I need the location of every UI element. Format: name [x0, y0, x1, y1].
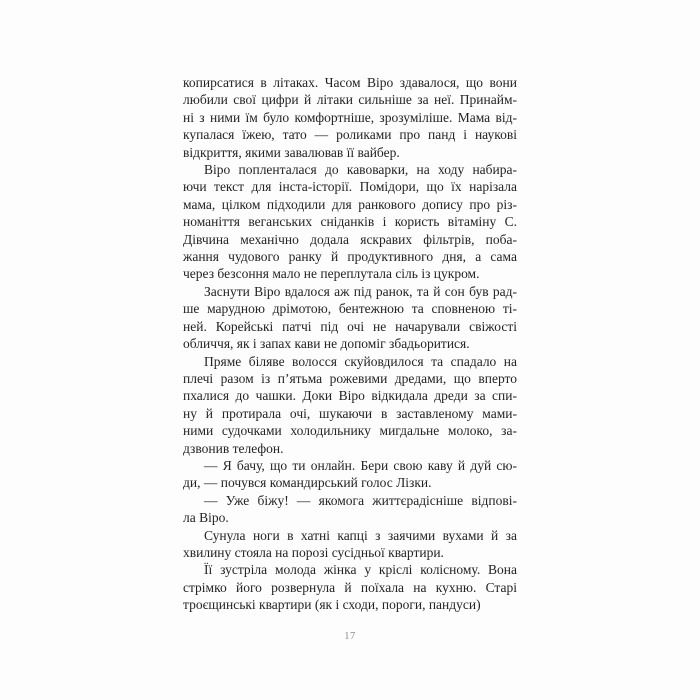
paragraph [183, 527, 517, 562]
text-line: відкриття, якими завалював її вайбер. [183, 144, 400, 160]
text-line: — Я бачу, що ти онлайн. Бери свою каву й дуй сю- [204, 457, 517, 473]
paragraph [183, 561, 517, 613]
text-line: Дівчина механічно додала яскравих фільтрів, поба- [183, 231, 517, 247]
text-line: ючи текст для інста-історії. Помідори, що їх нарізала [183, 179, 517, 195]
text-line: через безсоння мало не переплутала сіль із цукром. [183, 266, 480, 282]
text-line: — Уже біжу! — якомога життєрадісніше відпові- [204, 492, 517, 508]
text-line: ла Віро. [183, 510, 229, 526]
text-line: номаніття веганських сніданків і користь вітаміну С. [183, 214, 517, 230]
text-line: Віро попленталася до кавоварки, на ходу набира- [204, 162, 517, 178]
text-line: купалася їжею, тато — роликами про панд і наукові [183, 127, 517, 143]
text-line: любили свої цифри й літаки сильніше за неї. Принайм- [183, 92, 517, 108]
text-line: ди, — почувся командирський голос Лізки. [183, 475, 432, 491]
text-line: стрімко його розвернула й поїхала на кухню. Старі [183, 579, 517, 595]
paragraph [183, 457, 517, 492]
text-line: мама, цілком підходили для ранкового допису про різ- [183, 196, 517, 212]
text-line: Заснути Віро вдалося аж під ранок, та й сон був рад- [204, 283, 517, 299]
text-line: хвилину стояла на порозі сусідньої квартири. [183, 544, 444, 560]
text-line: ні з ними їм було комфортніше, зрозуміліше. Мама від- [183, 109, 517, 125]
paragraph [183, 74, 517, 161]
text-line: пхалися до чашки. Доки Віро відкидала дреди за спи- [183, 388, 517, 404]
text-line: плечі разом із п’ятьма рожевими дредами, що вперто [183, 370, 517, 386]
paragraph [183, 161, 517, 283]
text-line: Її зустріла молода жінка у кріслі колісному. Вона [204, 562, 517, 578]
text-line: копирсатися в літаках. Часом Віро здавалося, що вони [183, 75, 517, 90]
paragraph [183, 353, 517, 457]
page-text-block [183, 74, 517, 614]
text-line: ними судочками холодильнику мигдальне молоко, за- [183, 423, 517, 439]
text-line: Сунула ноги в хатні капці з заячими вухами й за [204, 527, 517, 543]
text-line: Пряме біляве волосся скуйовдилося та спадало на [204, 353, 517, 369]
text-line: жання чудового ранку й продуктивного дня, а сама [183, 249, 517, 265]
text-line: ней. Корейські патчі під очі не начарували свіжості [183, 318, 517, 334]
paragraph [183, 492, 517, 527]
text-line: троєщинські квартири (як і сходи, пороги, пандуси) [183, 597, 481, 613]
paragraph [183, 283, 517, 353]
text-line: обличчя, як і запах кави не допоміг збадьоритися. [183, 336, 470, 352]
text-line: дзвонив телефон. [183, 440, 284, 456]
text-line: ше марудною дрімотою, бентежною та сповненою ті- [183, 301, 517, 317]
page-number: 17 [344, 631, 356, 642]
text-line: ну й протирала очі, шукаючи в заставленому мами- [183, 405, 517, 421]
